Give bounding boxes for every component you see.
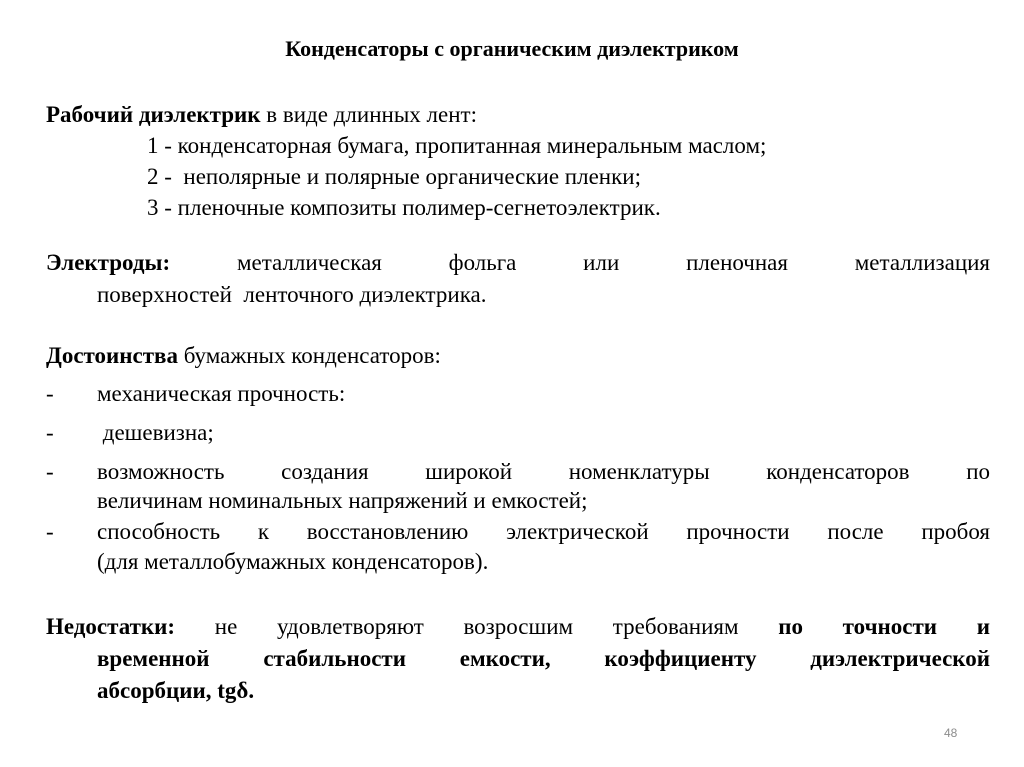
advantage-item: способность к восстановлению электрической прочности после пробоя <box>97 519 990 544</box>
electrodes-text: металлическая фольга или пленочная металлизация <box>236 250 991 275</box>
bullet-dash: - <box>46 381 54 406</box>
disadvantages-line3: абсорбции, tgδ. <box>97 678 255 703</box>
dielectric-text: в виде длинных лент: <box>260 102 477 127</box>
disadvantages-text: не удовлетворяют возросшим требованиям <box>175 614 779 639</box>
dielectric-label: Рабочий диэлектрик <box>46 102 261 127</box>
bullet-dash: - <box>46 459 54 484</box>
electrodes-line <box>46 248 990 278</box>
advantages-heading <box>46 341 441 371</box>
advantage-item: дешевизна; <box>97 420 214 445</box>
page-number: 48 <box>944 726 958 740</box>
disadvantages-line <box>46 612 990 642</box>
advantages-label: Достоинства <box>46 343 178 368</box>
advantage-item-cont: (для металлобумажных конденсаторов). <box>97 549 489 574</box>
advantage-item-cont: величинам номинальных напряжений и емкостей; <box>97 488 588 513</box>
advantage-item: механическая прочность: <box>97 381 346 406</box>
disadvantages-bold-text: по точности и <box>778 614 990 639</box>
advantage-item: возможность создания широкой номенклатуры конденсаторов по <box>97 459 990 484</box>
bullet-dash: - <box>46 420 54 445</box>
bullet-dash: - <box>46 519 54 544</box>
slide-title: Конденсаторы с органическим диэлектриком <box>285 36 739 61</box>
disadvantages-line2: временной стабильности емкости, коэффициенту диэлектрической <box>97 646 990 671</box>
dielectric-item: 1 - конденсаторная бумага, пропитанная минеральным маслом; <box>147 133 767 158</box>
disadvantages-label: Недостатки: <box>46 614 176 639</box>
advantages-text: бумажных конденсаторов: <box>177 343 441 368</box>
dielectric-item: 2 - неполярные и полярные органические пленки; <box>147 164 641 189</box>
dielectric-item: 3 - пленочные композиты полимер-сегнетоэлектрик. <box>147 195 661 220</box>
dielectric-heading <box>46 100 477 130</box>
electrodes-label: Электроды: <box>46 250 171 275</box>
electrodes-line2: поверхностей ленточного диэлектрика. <box>97 282 487 307</box>
